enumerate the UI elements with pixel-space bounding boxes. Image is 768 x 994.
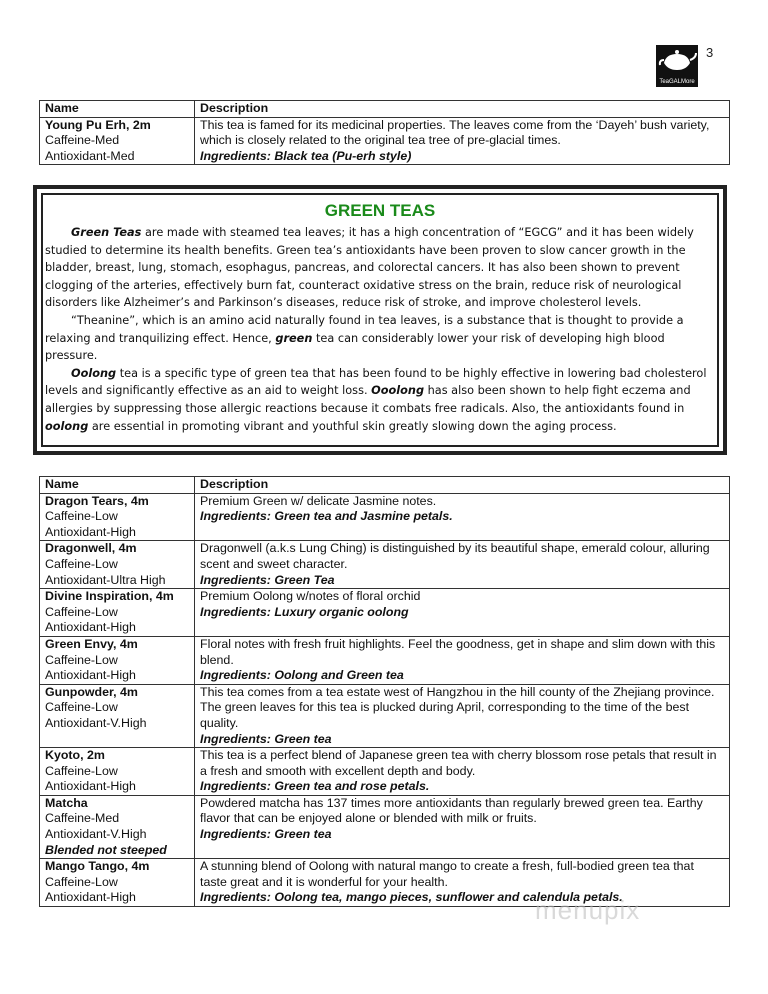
- tea-ingredients: Ingredients: Green Tea: [200, 572, 335, 587]
- tea-description: This tea is famed for its medicinal properties. The leaves come from the ‘Dayeh’ bush variety, which is closely related to the original tea tree of pre-glacial times.: [200, 117, 710, 148]
- tea-name: Young Pu Erh, 2m: [45, 117, 151, 132]
- teapot-icon: [656, 45, 698, 77]
- caffeine-level: Caffeine-Low: [45, 763, 118, 778]
- table-row: [40, 541, 730, 589]
- table-row: [40, 589, 730, 637]
- tea-name: Gunpowder, 4m: [45, 684, 138, 699]
- table-row: [40, 636, 730, 684]
- description-header: Description: [195, 477, 730, 494]
- tea-ingredients: Ingredients: Green tea: [200, 827, 332, 842]
- name-header: Name: [40, 101, 195, 118]
- table-row: [40, 117, 730, 165]
- preparation-note: Blended not steeped: [45, 842, 167, 857]
- table-header-row: [40, 101, 730, 118]
- description-header: Description: [195, 101, 730, 118]
- antioxidant-level: Antioxidant-High: [45, 779, 136, 794]
- caffeine-level: Caffeine-Low: [45, 604, 118, 619]
- table-row: [40, 795, 730, 858]
- antioxidant-level: Antioxidant-Med: [45, 148, 135, 163]
- tea-name: Dragonwell, 4m: [45, 541, 137, 556]
- green-teas-box: [33, 185, 727, 455]
- antioxidant-level: Antioxidant-High: [45, 620, 136, 635]
- page-number: 3: [706, 45, 714, 60]
- tea-description: Powdered matcha has 137 times more antioxidants than regularly brewed green tea. Earthy flavor that can be enjoyed alone or blended with milk or fruits.: [200, 795, 703, 826]
- tea-ingredients: Ingredients: Black tea (Pu-erh style): [200, 148, 412, 163]
- logo-text: TeaGALMore: [659, 79, 695, 85]
- tea-description: This tea is a perfect blend of Japanese green tea with cherry blossom rose petals that result in a fresh and smooth with excellent depth and body.: [200, 748, 717, 778]
- tea-name: Dragon Tears, 4m: [45, 493, 149, 508]
- table-row: [40, 684, 730, 747]
- caffeine-level: Caffeine-Low: [45, 874, 118, 889]
- tea-description: Dragonwell (a.k.s Lung Ching) is distinguished by its beautiful shape, emerald colour, alluring scent and sweet character.: [200, 541, 710, 571]
- antioxidant-level: Antioxidant-Ultra High: [45, 572, 166, 587]
- table-row: [40, 493, 730, 541]
- tea-ingredients: Ingredients: Oolong and Green tea: [200, 668, 404, 683]
- green-teas-paragraph-2: “Theanine”, which is an amino acid naturally found in tea leaves, is a substance that is thought to provide a relaxing and tranquilizing effect. Hence, green tea can considerably lower your risk of developing high blood pressure.: [45, 313, 684, 363]
- logo: [656, 45, 698, 87]
- tea-ingredients: Ingredients: Green tea and rose petals.: [200, 779, 430, 794]
- tea-description: A stunning blend of Oolong with natural mango to create a fresh, full-bodied green tea that taste great and it is wonderful for your health.: [200, 859, 694, 889]
- table-header-row: [40, 477, 730, 494]
- name-header: Name: [40, 477, 195, 494]
- caffeine-level: Caffeine-Low: [45, 509, 118, 524]
- tea-table-green: [39, 476, 730, 907]
- green-teas-text: [45, 224, 719, 435]
- tea-description: This tea comes from a tea estate west of Hangzhou in the hill county of the Zhejiang province. The green leaves for this tea is plucked during April, corresponding to the time of the best quality.: [200, 684, 715, 730]
- antioxidant-level: Antioxidant-High: [45, 668, 136, 683]
- tea-ingredients: Ingredients: Luxury organic oolong: [200, 604, 409, 619]
- antioxidant-level: Antioxidant-V.High: [45, 715, 147, 730]
- green-teas-title: GREEN TEAS: [324, 201, 436, 220]
- antioxidant-level: Antioxidant-High: [45, 890, 136, 905]
- tea-ingredients: Ingredients: Oolong tea, mango pieces, sunflower and calendula petals.: [200, 890, 623, 905]
- tea-ingredients: Ingredients: Green tea: [200, 731, 332, 746]
- tea-name: Green Envy, 4m: [45, 636, 138, 651]
- caffeine-level: Caffeine-Low: [45, 556, 118, 571]
- tea-table-top: [39, 100, 730, 165]
- tea-description: Premium Oolong w/notes of floral orchid: [200, 589, 421, 604]
- antioxidant-level: Antioxidant-High: [45, 524, 136, 539]
- tea-name: Mango Tango, 4m: [45, 859, 150, 874]
- antioxidant-level: Antioxidant-V.High: [45, 827, 147, 842]
- tea-ingredients: Ingredients: Green tea and Jasmine petals.: [200, 509, 453, 524]
- green-teas-paragraph-3: Oolong tea is a specific type of green tea that has been found to be highly effective in lowering bad cholesterol levels and significantly effective as an aid to weight loss. Ooolong has also been shown to help fight eczema and allergies by suppressing those allergic reactions because it combats free radicals. Also, the antioxidants found in oolong are essential in promoting vibrant and youthful skin greatly slowing down the aging process.: [45, 366, 707, 433]
- tea-name: Matcha: [45, 795, 88, 810]
- tea-description: Floral notes with fresh fruit highlights. Feel the goodness, get in shape and slim down with this blend.: [200, 636, 716, 667]
- tea-name: Divine Inspiration, 4m: [45, 589, 174, 604]
- caffeine-level: Caffeine-Med: [45, 133, 120, 148]
- caffeine-level: Caffeine-Med: [45, 811, 120, 826]
- caffeine-level: Caffeine-Low: [45, 700, 118, 715]
- watermark: menupix: [535, 895, 641, 925]
- tea-name: Kyoto, 2m: [45, 748, 105, 763]
- green-teas-paragraph-1: Green Teas are made with steamed tea leaves; it has a high concentration of “EGCG” and it has been widely studied to determine its health benefits. Green tea’s antioxidants have been proven to slow cancer growth in the bladder, breast, lung, stomach, esophagus, pancreas, and colorectal cancers. It has also been shown to prevent clogging of the arteries, effectively burn fat, counteract oxidative stress on the brain, reduce risk of neurological disorders like Alzheimer’s and Parkinson’s diseases, reduce risk of stroke, and improve cholesterol levels.: [45, 226, 694, 310]
- caffeine-level: Caffeine-Low: [45, 652, 118, 667]
- table-row: [40, 748, 730, 796]
- tea-description: Premium Green w/ delicate Jasmine notes.: [200, 493, 437, 508]
